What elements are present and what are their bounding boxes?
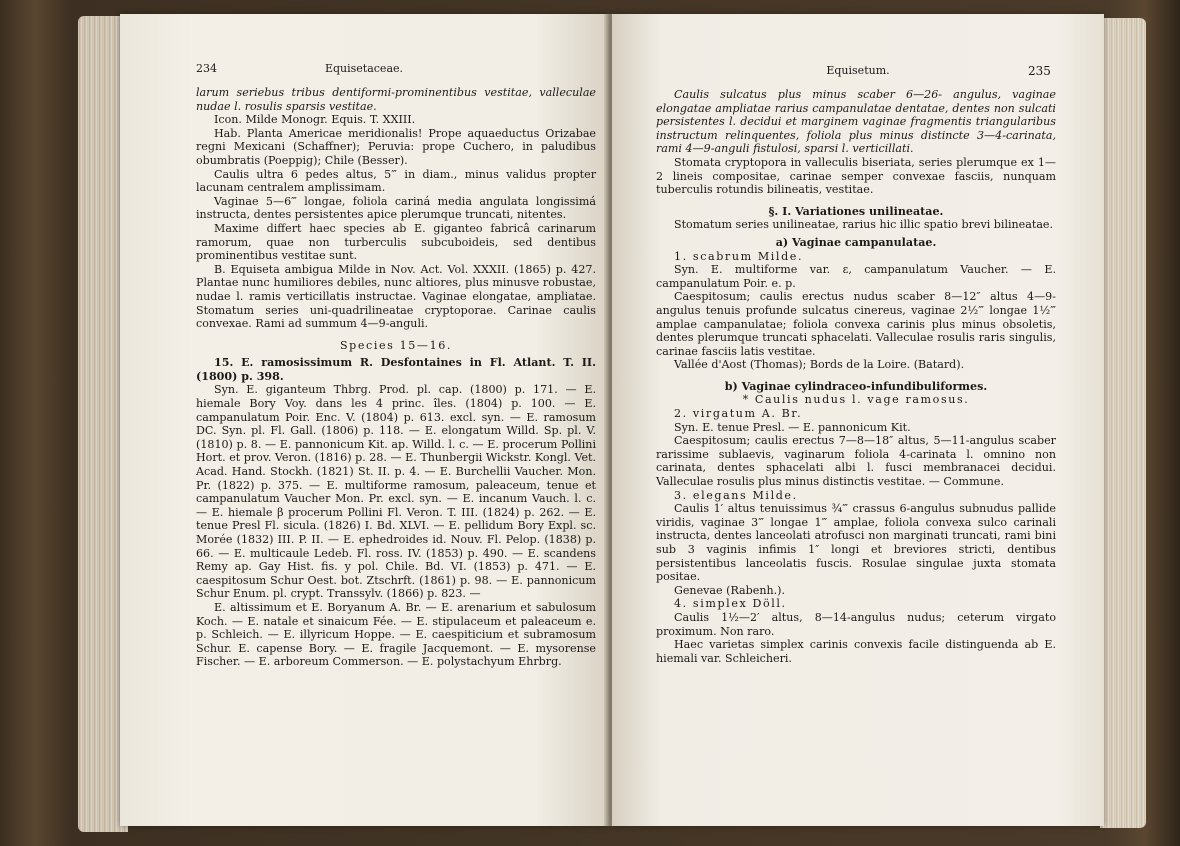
paragraph: Icon. Milde Monogr. Equis. T. XXIII. [214, 113, 416, 127]
paragraph: Caespitosum; caulis erectus nudus scaber 8—12″ altus 4—9-angulus tenuis profunde sulcatus cinereus, vaginae 2½‴ longae 1½‴ amplae campanulatae; foliola convexa carinis plus minus obsoletis, dentes plerumque truncati sphacelati. Valleculae rosulis raris singulis, carinae fasciis latis vestitae. [656, 290, 1056, 358]
paragraph: Syn. E. multiforme var. ε, campanulatum Vaucher. — E. campanulatum Poir. e. p. [656, 263, 1056, 290]
paragraph: Vallée d'Aost (Thomas); Bords de la Loire. (Batard). [674, 358, 965, 372]
paragraph: Hab. Planta Americae meridionalis! Prope aquaeductus Orizabae regni Mexicani (Schaffner); Peruvia: prope Cuchero, in paludibus obumbratis (Poeppig); Chile (Besser). [196, 126, 596, 167]
paragraph: E. altissimum et E. Boryanum A. Br. — E. arenarium et sabulosum Koch. — E. natale et sinaicum Fée. — E. stipulaceum et paleaceum e. p. Schleich. — E. illyricum Hoppe. — E. caespiticium et subramosum Schur. E. capense Bory. — E. fragile Jacquemont. — E. mysorense Fischer. — E. arboreum Commerson. — E. polystachyum Ehrbrg. [196, 600, 596, 669]
paragraph: Maxime differt haec species ab E. giganteo fabricâ carinarum ramorum, quae non turberculis subcuboideis, sed dentibus prominentibus vestitae sunt. [196, 221, 596, 263]
left-page [120, 14, 608, 826]
paragraph: B. Equiseta ambigua Milde in Nov. Act. Vol. XXXII. (1865) p. 427. Plantae nunc humiliores debiles, nunc altiores, plus minusve robustae, nudae l. ramis verticillatis instructae. Vaginae elongatae, ampliatae. Stomatum series uni-quadrilineatae cryptoporae. Carinae caulis convexae. Rami ad summum 4—9-anguli. [196, 262, 596, 331]
right-page-number: 235 [1028, 64, 1051, 78]
right-page-edges [1100, 18, 1146, 828]
left-running-head: Equisetaceae. [324, 62, 404, 75]
paragraph: Syn. E. giganteum Thbrg. Prod. pl. cap. (1800) p. 171. — E. hiemale Bory Voy. dans les 4 princ. îles. (1804) p. 100. — E. campanulatum Poir. Enc. V. (1804) p. 613. excl. syn. — E. ramosum DC. Syn. pl. Fl. Gall. (1806) p. 118. — E. elongatum Willd. Sp. pl. V. (1810) p. 8. — E. pannonicum Kit. ap. Willd. l. c. — E. procerum Pollini Hort. et prov. Veron. (1816) p. 28. — E. Thunbergii Wickstr. Kongl. Vet. Acad. Hand. Stockh. (1821) St. II. p. 4. — E. Burchellii Vaucher. Mon. Pr. (1822) p. 375. — E. multiforme ramosum, paleaceum, tenue et campanulatum Vaucher Mon. Pr. excl. syn. — E. incanum Vauch. l. c. — E. hiemale β procerum Pollini Fl. Veron. T. III. (1824) p. 262. — E. tenue Presl Fl. sicula. (1826) I. Bd. XLVI. — E. pellidum Bory Expl. sc. Morée (1832) III. P. II. — E. ephedroides id. Nouv. Fl. Pelop. (1838) p. 66. — E. multicaule Ledeb. Fl. ross. IV. (1853) p. 490. — E. scandens Remy ap. Gay Hist. fis. y pol. Chile. Bd. VI. (1853) p. 471. — E. caespitosum Schur Oest. bot. Ztschrft. (1861) p. 98. — E. pannonicum Schur Enum. pl. crypt. Transsylv. (1866) p. 823. — [196, 383, 596, 601]
paragraph: Caulis ultra 6 pedes altus, 5‴ in diam., minus validus propter lacunam centralem amplissimam. [196, 167, 596, 195]
paragraph: Vaginae 5—6‴ longae, foliola cariná media angulata longissimá instructa, dentes persistentes apice plerumque truncati, nitentes. [196, 194, 596, 222]
right-text-column [656, 88, 1056, 665]
paragraph: Genevae (Rabenh.). [674, 583, 785, 597]
left-text-column [196, 86, 596, 669]
paragraph: Haec varietas simplex carinis convexis facile distinguenda ab E. hiemali var. Schleicheri. [656, 638, 1056, 665]
paragraph: Caulis 1′ altus tenuissimus ¾‴ crassus 6-angulus subnudus pallide viridis, vaginae 3‴ longae 1‴ amplae, foliola convexa sulco carinali instructa, dentes lanceolati atrofusci non marginati truncati, rami bini sub 3 vaginis infimis 1″ longi et breviores stricti, dentibus persistentibus lanceolatis fuscis. Rosulae singulae juxta stomata positae. [656, 502, 1056, 584]
paragraph: Stomata cryptopora in valleculis biseriata, series plerumque ex 1—2 lineis compositae, carinae semper convexae fasciis, nunquam tuberculis rotundis bilineatis, vestitae. [656, 155, 1056, 197]
subsection-heading: b) Vaginae cylindraceo-infundibuliformes. [724, 379, 988, 393]
variety-heading: 3. elegans Milde. [674, 488, 798, 502]
variety-heading: 4. simplex Döll. [674, 597, 787, 611]
subsection-subheading: * Caulis nudus l. vage ramosus. [742, 393, 970, 407]
right-page [612, 14, 1104, 826]
section-heading: §. I. Variationes unilineatae. [768, 204, 944, 218]
paragraph: Caulis sulcatus plus minus scaber 6—26- angulus, vaginae elongatae ampliatae rarius campanulatae dentatae, dentes non sulcati persistentes l. decidui et marginem vaginae fragmentis triangularibus instructum relinquentes, foliola plus minus distincte 3—4-carinata, rami 4—9-anguli fistulosi, sparsi l. verticillati. [656, 88, 1056, 156]
paragraph: larum seriebus tribus dentiformi-prominentibus vestitae, valleculae nudae l. rosulis sparsis vestitae. [196, 86, 596, 113]
paragraph: Syn. E. tenue Presl. — E. pannonicum Kit. [674, 420, 911, 434]
right-running-head: Equisetum. [826, 64, 890, 77]
paragraph: Stomatum series unilineatae, rarius hic illic spatio brevi bilineatae. [674, 218, 1054, 232]
variety-heading: 2. virgatum A. Br. [674, 407, 803, 421]
section-heading: Species 15—16. [339, 338, 453, 352]
paragraph: Caespitosum; caulis erectus 7—8—18″ altus, 5—11-angulus scaber rarissime sublaevis, vaginarum foliola 4-carinata l. omnino non carinata, dentes sphacelati albi l. fusci membranacei decidui. Valleculae rosulis plus minus distinctis vestitae. — Commune. [656, 434, 1056, 489]
species-heading: 15. E. ramosissimum R. Desfontaines in Fl. Atlant. T. II. (1800) p. 398. [196, 356, 596, 383]
left-page-number: 234 [196, 62, 217, 75]
subsection-heading: a) Vaginae campanulatae. [775, 235, 937, 249]
paragraph: Caulis 1½—2′ altus, 8—14-angulus nudus; ceterum virgato proximum. Non raro. [656, 610, 1056, 638]
variety-heading: 1. scabrum Milde. [674, 249, 804, 263]
